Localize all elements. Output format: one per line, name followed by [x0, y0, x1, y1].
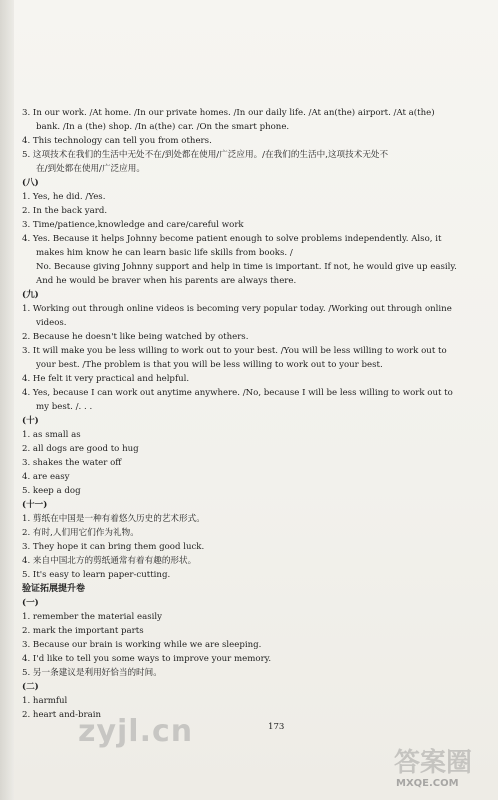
- answer-line: 2. 有时,人们用它们作为礼物。: [22, 528, 139, 538]
- watermark-mxqe-url: MXQE.COM: [396, 778, 459, 789]
- page-gutter-shadow: [0, 0, 14, 800]
- answer-line: 3. Because our brain is working while we are sleeping.: [22, 640, 262, 650]
- answer-line: 4. are easy: [22, 472, 70, 482]
- answer-line: 1. as small as: [22, 430, 81, 440]
- answer-line: 1. remember the material easily: [22, 612, 162, 622]
- answer-line: 3. shakes the water off: [22, 458, 122, 468]
- section-heading: 验证拓展提升卷: [22, 584, 86, 594]
- answer-line: 2. In the back yard.: [22, 206, 108, 216]
- answer-line: 2. Because he doesn't like being watched by others.: [22, 332, 249, 342]
- answer-line: 1. Working out through online videos is becoming very popular today. /Working out through online: [22, 304, 452, 314]
- answer-line: 2. mark the important parts: [22, 626, 144, 636]
- answer-line: 5. It's easy to learn paper-cutting.: [22, 570, 171, 580]
- answer-line: 3. They hope it can bring them good luck.: [22, 542, 205, 552]
- answer-line: 1. harmful: [22, 696, 68, 706]
- answer-line: 3. In our work. /At home. /In our private homes. /In our daily life. /At an(the) airport. /At a(the): [22, 108, 435, 118]
- answer-content: [22, 106, 484, 722]
- page-number: 173: [268, 722, 285, 732]
- answer-line: 4. I'd like to tell you some ways to improve your memory.: [22, 654, 272, 664]
- answer-line: And he would be braver when his parents are always there.: [36, 276, 297, 286]
- section-marker: (八): [22, 178, 39, 188]
- answer-line: 5. 这项技术在我们的生活中无处不在/到处都在使用/广泛应用。/在我们的生活中,这项技术无处不: [22, 150, 389, 160]
- answer-line: bank. /In a (the) shop. /In a(the) car. /On the smart phone.: [36, 122, 290, 132]
- answer-line: 在/到处都在使用/广泛应用。: [36, 164, 145, 174]
- answer-line: 4. He felt it very practical and helpful.: [22, 374, 190, 384]
- answer-line: 2. all dogs are good to hug: [22, 444, 139, 454]
- answer-line: 2. heart and-brain: [22, 710, 102, 720]
- section-marker: (十): [22, 416, 39, 426]
- watermark-mxqe: [394, 742, 494, 796]
- answer-line: 1. Yes, he did. /Yes.: [22, 192, 106, 202]
- watermark-mxqe-logo: 答案圈: [394, 748, 473, 778]
- answer-line: your best. /The problem is that you will be less willing to work out to your best.: [36, 360, 383, 370]
- section-marker: (九): [22, 290, 39, 300]
- watermark-zyjl: zyjl.cn: [78, 714, 194, 749]
- answer-line: 4. Yes. Because it helps Johnny become patient enough to solve problems independently. Also, it: [22, 234, 442, 244]
- answer-line: makes him know he can learn basic life skills from books. /: [36, 248, 293, 258]
- section-marker: (二): [22, 682, 39, 692]
- answer-line: 5. 另一条建议是利用好恰当的时间。: [22, 668, 162, 678]
- answer-line: 4. 来自中国北方的剪纸通常有着有趣的形状。: [22, 556, 197, 566]
- section-marker: (一): [22, 598, 39, 608]
- answer-line: 3. It will make you be less willing to work out to your best. /You will be less willing to work out to: [22, 346, 447, 356]
- answer-line: 4. This technology can tell you from others.: [22, 136, 212, 146]
- answer-line: 4. Yes, because I can work out anytime anywhere. /No, because I will be less willing to work out to: [22, 388, 453, 398]
- answer-line: 1. 剪纸在中国是一种有着悠久历史的艺术形式。: [22, 514, 205, 524]
- section-marker: (十一): [22, 500, 48, 510]
- answer-line: No. Because giving Johnny support and help in time is important. If not, he would give up easily.: [36, 262, 457, 272]
- answer-line: videos.: [36, 318, 67, 328]
- answer-line: 3. Time/patience,knowledge and care/careful work: [22, 220, 244, 230]
- answer-line: 5. keep a dog: [22, 486, 81, 496]
- answer-line: my best. /. . .: [36, 402, 93, 412]
